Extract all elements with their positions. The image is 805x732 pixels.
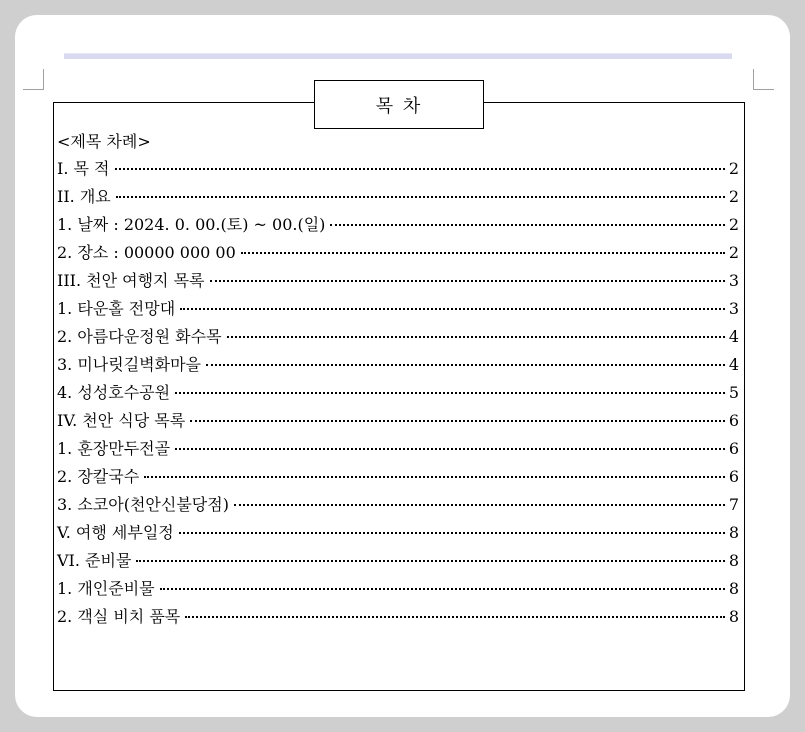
toc-entry[interactable] [57, 548, 739, 576]
toc-dot-leader [330, 224, 725, 226]
toc-dot-leader [136, 560, 725, 562]
toc-entry-page: 6 [728, 439, 739, 458]
toc-list [57, 156, 739, 632]
toc-entry[interactable] [57, 296, 739, 324]
toc-entry-page: 5 [728, 383, 739, 402]
toc-entry-page: 2 [728, 215, 739, 234]
toc-entry-page: 2 [728, 243, 739, 262]
toc-dot-leader [190, 420, 725, 422]
toc-entry-page: 4 [728, 327, 739, 346]
toc-entry-page: 2 [728, 187, 739, 206]
toc-entry-text: II. 개요 [57, 187, 111, 206]
toc-entry-page: 6 [728, 411, 739, 430]
toc-entry[interactable] [57, 268, 739, 296]
toc-entry-page: 8 [728, 551, 739, 570]
toc-dot-leader [210, 280, 726, 282]
toc-entry-page: 3 [728, 271, 739, 290]
toc-dot-leader [175, 392, 725, 394]
toc-dot-leader [175, 448, 725, 450]
margin-corner-top-left [23, 69, 44, 90]
toc-entry-text: 2. 객실 비치 품목 [57, 607, 181, 626]
toc-dot-leader [115, 168, 726, 170]
toc-entry-page: 7 [728, 495, 739, 514]
toc-title: 목 차 [375, 95, 423, 117]
toc-entry[interactable] [57, 380, 739, 408]
toc-entry[interactable] [57, 408, 739, 436]
toc-entry-text: 1. 날짜 : 2024. 0. 00.(토) ~ 00.(일) [57, 215, 326, 234]
toc-entry-page: 6 [728, 467, 739, 486]
toc-entry[interactable] [57, 324, 739, 352]
toc-dot-leader [116, 196, 725, 198]
toc-entry-text: VI. 준비물 [57, 551, 132, 570]
toc-dot-leader [241, 252, 725, 254]
toc-entry-page: 3 [728, 299, 739, 318]
toc-dot-leader [206, 364, 725, 366]
toc-entry[interactable] [57, 576, 739, 604]
header-margin-band [64, 53, 732, 59]
toc-dot-leader [160, 588, 725, 590]
toc-entry-page: 2 [728, 159, 739, 178]
toc-dot-leader [179, 532, 725, 534]
toc-dot-leader [144, 476, 725, 478]
toc-entry[interactable] [57, 156, 739, 184]
toc-entry-page: 8 [728, 579, 739, 598]
toc-entry-text: 1. 훈장만두전골 [57, 439, 171, 458]
toc-entry[interactable] [57, 184, 739, 212]
toc-dot-leader [234, 504, 725, 506]
toc-entry[interactable] [57, 436, 739, 464]
toc-dot-leader [185, 616, 725, 618]
toc-entry[interactable] [57, 240, 739, 268]
toc-entry[interactable] [57, 492, 739, 520]
toc-entry[interactable] [57, 604, 739, 632]
toc-entry-page: 8 [728, 607, 739, 626]
toc-entry-text: 1. 타운홀 전망대 [57, 299, 176, 318]
toc-entry-text: 2. 장칼국수 [57, 467, 140, 486]
margin-corner-top-right [753, 69, 774, 90]
toc-entry-text: 3. 미나릿길벽화마을 [57, 355, 201, 374]
toc-dot-leader [227, 336, 725, 338]
toc-entry-text: V. 여행 세부일정 [57, 523, 174, 542]
toc-entry[interactable] [57, 520, 739, 548]
toc-heading[interactable]: <제목 차례> [57, 132, 151, 151]
toc-entry-text: III. 천안 여행지 목록 [57, 271, 205, 290]
toc-entry-text: IV. 천안 식당 목록 [57, 411, 186, 430]
toc-entry-text: 4. 성성호수공원 [57, 383, 171, 402]
toc-entry-text: I. 목 적 [57, 159, 110, 178]
toc-entry[interactable] [57, 212, 739, 240]
toc-entry[interactable] [57, 464, 739, 492]
toc-title-box[interactable] [314, 80, 484, 129]
toc-entry-text: 2. 아름다운정원 화수목 [57, 327, 222, 346]
toc-entry-text: 3. 소코아(천안신불당점) [57, 495, 229, 514]
toc-entry-text: 2. 장소 : 00000 000 00 [57, 243, 236, 262]
toc-entry-page: 8 [728, 523, 739, 542]
toc-entry[interactable] [57, 352, 739, 380]
toc-dot-leader [180, 308, 725, 310]
toc-entry-text: 1. 개인준비물 [57, 579, 155, 598]
toc-entry-page: 4 [728, 355, 739, 374]
document-page [15, 15, 790, 717]
